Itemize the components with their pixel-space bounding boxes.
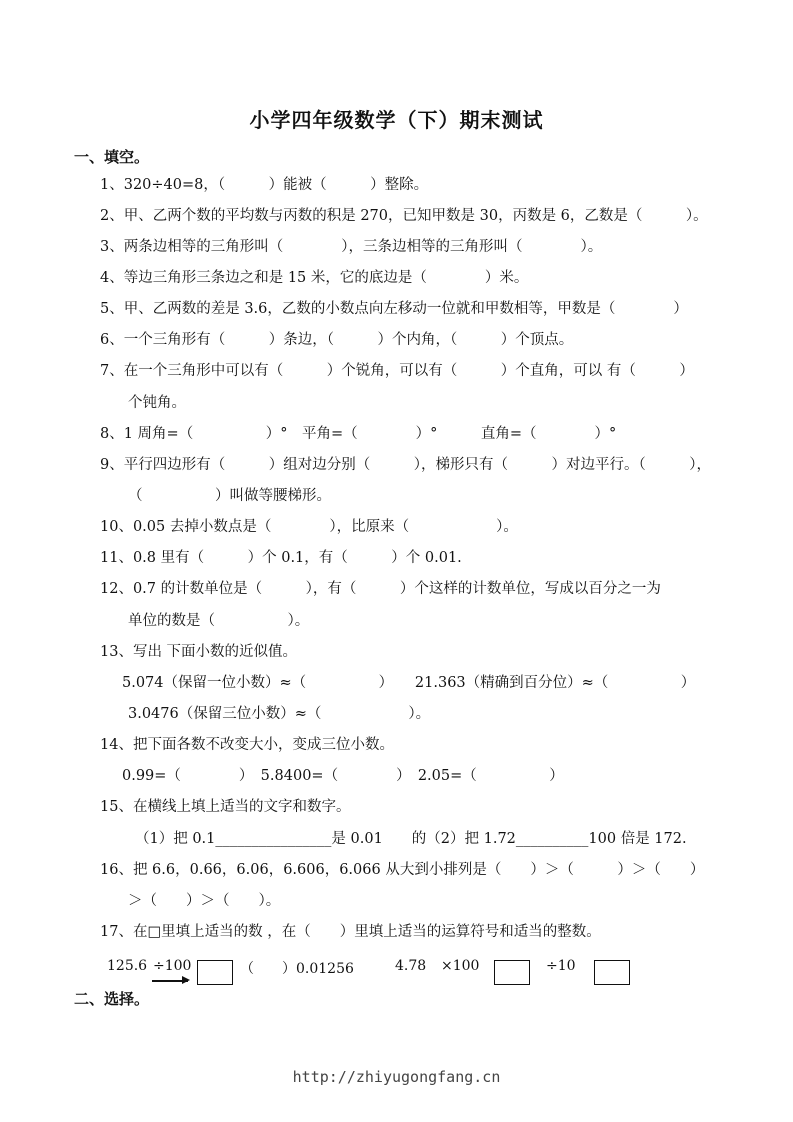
question-line: 5、甲、乙两数的差是 3.6，乙数的小数点向左移动一位就和甲数相等，甲数是（ ） bbox=[100, 301, 688, 317]
section-heading-fill-in: 一、填空。 bbox=[74, 148, 150, 166]
question-line: 10、0.05 去掉小数点是（ ），比原来（ ）。 bbox=[100, 519, 518, 535]
question-line-continued: ＞（ ）＞（ ）。 bbox=[128, 893, 281, 909]
page-title: 小学四年级数学（下）期末测试 bbox=[249, 108, 544, 132]
question-line: 17、在□里填上适当的数 ，在（ ）里填上适当的运算符号和适当的整数。 bbox=[100, 924, 601, 940]
arrow-right-icon bbox=[152, 980, 188, 982]
question-line: 12、0.7 的计数单位是（ ），有（ ）个这样的计数单位，写成以百分之一为 bbox=[100, 581, 661, 597]
question-line-continued: 单位的数是（ ）。 bbox=[128, 613, 310, 629]
question-line: 16、把 6.6，0.66，6.06，6.606，6.066 从大到小排列是（ ）＞（ ）＞（ ） bbox=[100, 862, 705, 878]
question-line-subitem: 0.99=（ ） 5.8400=（ ） 2.05=（ ） bbox=[122, 768, 564, 784]
question-line: 11、0.8 里有（ ）个 0.1，有（ ）个 0.01. bbox=[100, 550, 462, 566]
q17-number-1: 125.6 bbox=[107, 958, 148, 974]
question-line: 1、320÷40=8，（ ）能被（ ）整除。 bbox=[100, 177, 429, 193]
answer-box[interactable] bbox=[197, 960, 233, 985]
question-line: 3、两条边相等的三角形叫（ ），三条边相等的三角形叫（ ）。 bbox=[100, 239, 603, 255]
question-line: 15、在横线上填上适当的文字和数字。 bbox=[100, 799, 351, 815]
question-line-subitem: （1）把 0.1________________是 0.01 的（2）把 1.72__________100 倍是 172. bbox=[135, 831, 687, 847]
question-line-continued: （ ）叫做等腰梯形。 bbox=[128, 488, 331, 504]
answer-box[interactable] bbox=[594, 960, 630, 985]
answer-box[interactable] bbox=[494, 960, 530, 985]
question-line: 13、写出 下面小数的近似值。 bbox=[100, 644, 298, 660]
question-line: 14、把下面各数不改变大小，变成三位小数。 bbox=[100, 737, 394, 753]
q17-operation-3: ÷10 bbox=[546, 958, 576, 974]
section-heading-choice: 二、选择。 bbox=[74, 990, 150, 1008]
question-line: 8、1 周角=（ ）° 平角=（ ）° 直角=（ ）° bbox=[100, 426, 617, 442]
question-line: 7、在一个三角形中可以有（ ）个锐角，可以有（ ）个直角，可以 有（ ） bbox=[100, 363, 694, 379]
footer-url: http://zhiyugongfang.cn bbox=[292, 1068, 501, 1086]
question-line-continued: 个钝角。 bbox=[128, 395, 186, 411]
question-line: 9、平行四边形有（ ）组对边分别（ ），梯形只有（ ）对边平行。（ ）， bbox=[100, 457, 711, 473]
question-line: 4、等边三角形三条边之和是 15 米，它的底边是（ ）米。 bbox=[100, 270, 529, 286]
question-line: 2、甲、乙两个数的平均数与丙数的积是 270，已知甲数是 30，丙数是 6，乙数是（ ）。 bbox=[100, 208, 708, 224]
question-line: 6、一个三角形有（ ）条边，（ ）个内角，（ ）个顶点。 bbox=[100, 332, 574, 348]
q17-operation-1: ÷100 bbox=[153, 958, 192, 974]
q17-number-2: 4.78 bbox=[395, 958, 427, 974]
q17-operation-2: ×100 bbox=[441, 958, 480, 974]
question-line-subitem: 3.0476（保留三位小数）≈（ ）。 bbox=[128, 706, 431, 722]
question-line-subitem: 5.074（保留一位小数）≈（ ） 21.363（精确到百分位）≈（ ） bbox=[122, 675, 696, 691]
q17-paren-result: （ ）0.01256 bbox=[240, 961, 354, 977]
